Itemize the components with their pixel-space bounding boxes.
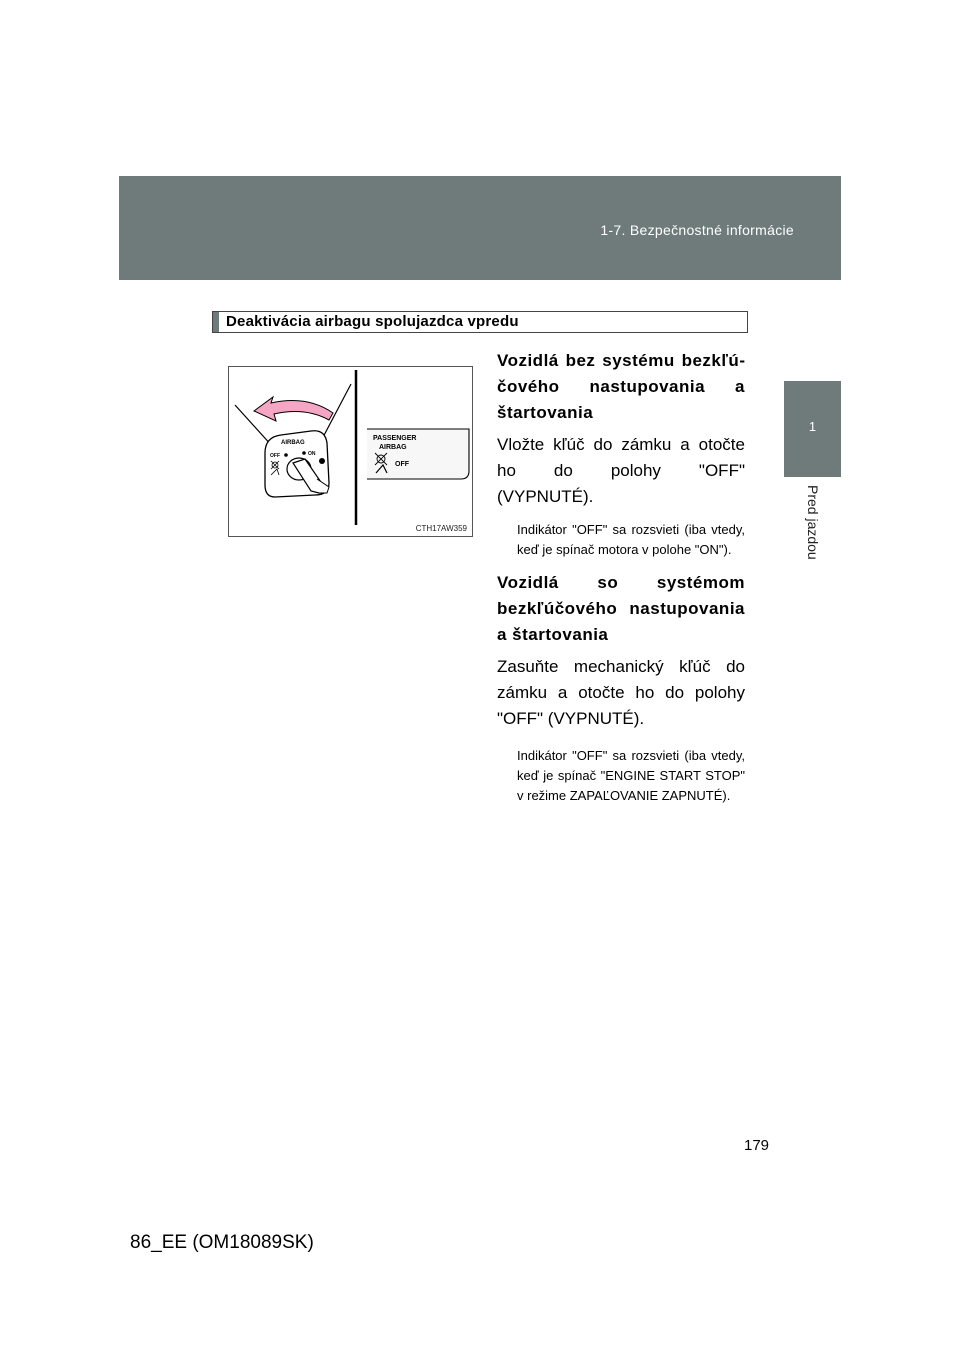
switch-airbag-label: AIRBAG [281,440,305,446]
indicator-passenger-label: PASSENGER [373,435,417,442]
indicator-airbag-label: AIRBAG [379,444,407,451]
header-band [119,176,841,280]
section-path: 1-7. Bezpečnostné informácie [600,222,794,238]
block-1-heading: Vozidlá bez systému bezkľúčového nastupovania a štartovania [497,351,745,422]
block-1-instruction: Vložte kľúč do zámku a otočte ho do polohy "OFF" (VYPNUTÉ). [497,435,745,506]
block-1-note: Indikátor "OFF" sa rozsvieti (iba vtedy, keď je spínač motora v polohe "ON"). [517,522,745,557]
turn-arrow-icon [254,397,333,421]
heading-marker [213,312,219,332]
chapter-tab [784,381,841,477]
airbag-switch-figure [228,366,473,537]
block-2-note: Indikátor "OFF" sa rozsvieti (iba vtedy, keď je spínač "ENGINE START STOP" v režime ZAPAĽOVANIE ZAPNUTÉ). [517,748,745,803]
instruction-column [497,348,745,806]
section-title: Deaktivácia airbagu spolujazdca vpredu [226,313,519,330]
chapter-label: Pred jazdou [805,485,821,560]
document-code: 86_EE (OM18089SK) [130,1232,314,1253]
figure-code: CTH17AW359 [415,524,467,533]
section-heading [212,311,748,333]
block-2-heading: Vozidlá so systémom bezkľúčového nastupovania a štartovania [497,573,745,644]
page-number: 179 [744,1137,770,1154]
chapter-number: 1 [808,419,817,434]
indicator-off-label: OFF [395,461,409,468]
chapter-label-wrap [803,485,823,585]
airbag-switch-illustration [229,367,472,536]
switch-off-label: OFF [270,453,280,459]
switch-on-label: ON [308,451,316,457]
block-2-instruction: Zasuňte mechanický kľúč do zámku a otočte ho do polohy "OFF" (VYPNUTÉ). [497,657,745,728]
